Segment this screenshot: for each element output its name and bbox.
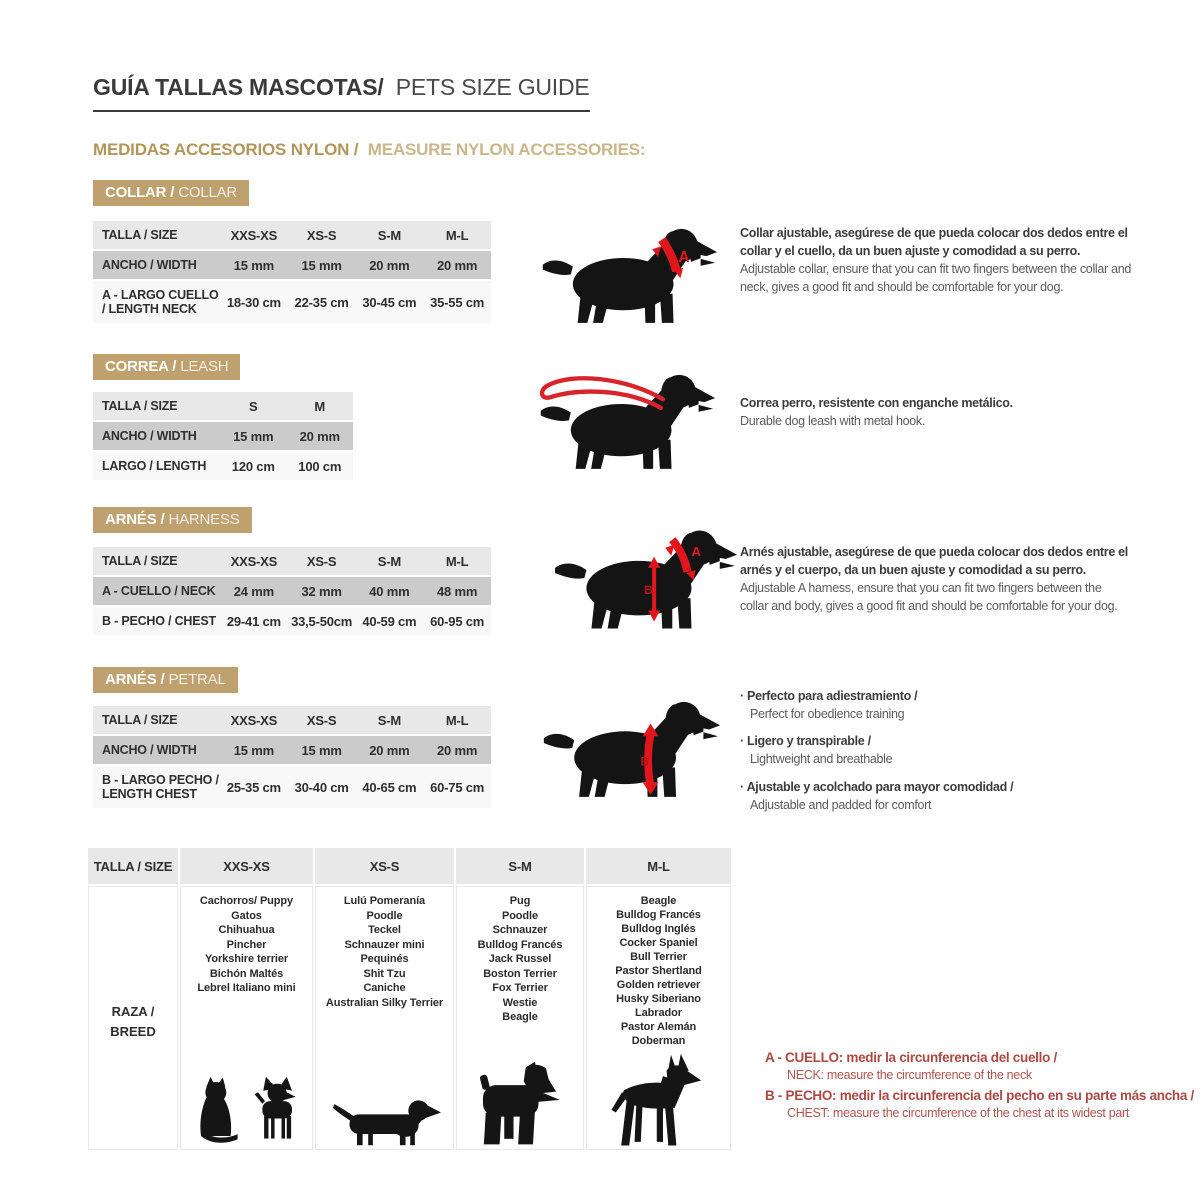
petral-chest-length-row: B - LARGO PECHO / LENGTH CHEST 25-35 cm 30-40 cm 40-65 cm 60-75 cm bbox=[93, 766, 491, 808]
breed-animals-xs-s bbox=[318, 1091, 451, 1149]
breed-animals-xxs-xs bbox=[183, 1075, 310, 1149]
note-a-es: A - CUELLO: medir la circunferencia del cuello / bbox=[765, 1050, 1057, 1065]
page-subtitle-en: MEASURE NYLON ACCESSORIES: bbox=[367, 140, 646, 159]
harness-size-table bbox=[93, 547, 491, 635]
breed-header-xs-s: XS-S bbox=[315, 848, 454, 884]
collar-badge-en: COLLAR bbox=[178, 184, 238, 201]
leash-description-en: Durable dog leash with metal hook. bbox=[740, 414, 926, 429]
dachshund-icon bbox=[329, 1091, 441, 1149]
petral-bullet-3: · Ajustable y acolchado para mayor comodidad / Adjustable and padded for comfort bbox=[740, 778, 1132, 814]
chihuahua-icon bbox=[250, 1075, 300, 1149]
petral-bullet-1: · Perfecto para adiestramiento / Perfect for obedience training bbox=[740, 687, 1132, 723]
harness-badge-es: ARNÉS / bbox=[105, 511, 165, 528]
harness-description bbox=[740, 543, 1132, 616]
petral-badge-en: PETRAL bbox=[168, 671, 226, 688]
leash-size-table bbox=[93, 392, 353, 480]
breed-table-body-row bbox=[88, 886, 731, 1150]
breed-row-label: RAZA / BREED bbox=[88, 886, 178, 1150]
harness-description-en: Adjustable A harness, ensure that you can fit two fingers between the collar and body, gives a good fit and should be comfortable for your dog. bbox=[740, 581, 1118, 614]
collar-description-es: Collar ajustable, asegúrese de que pueda colocar dos dedos entre el collar y el cuello, da un buen ajuste y comodidad a su perro. bbox=[740, 226, 1128, 259]
petral-table-header-row: TALLA / SIZE XXS-XS XS-S S-M M-L bbox=[93, 706, 491, 734]
breed-list-s-m: Pug Poodle Schnauzer Bulldog Francés Jack Russel Boston Terrier Fox Terrier Westie Beagle bbox=[477, 895, 563, 1023]
collar-size-table bbox=[93, 221, 491, 323]
note-a-en: NECK: measure the circumference of the neck bbox=[787, 1068, 1032, 1083]
collar-description-en: Adjustable collar, ensure that you can fit two fingers between the collar and neck, gives a good fit and should be comfortable for your dog. bbox=[740, 262, 1132, 295]
breed-list-xs-s: Lulú Pomeranía Poodle Teckel Schnauzer mini Pequinés Shit Tzu Caniche Australian Silky Terrier bbox=[325, 895, 444, 1009]
dog-petral-illustration bbox=[537, 689, 723, 802]
collar-mark-a-label: A bbox=[678, 248, 690, 266]
petral-width-row: ANCHO / WIDTH 15 mm 15 mm 20 mm 20 mm bbox=[93, 736, 491, 764]
petral-feature-list bbox=[740, 687, 1132, 823]
petral-section-badge bbox=[93, 667, 238, 693]
breed-animals-s-m bbox=[459, 1061, 581, 1149]
breed-cell-xxs-xs bbox=[180, 886, 313, 1150]
leash-table-header-row: TALLA / SIZE S M bbox=[93, 392, 353, 420]
collar-header-xxs-xs: XXS-XS bbox=[230, 227, 278, 243]
breed-cell-s-m bbox=[456, 886, 584, 1150]
note-b-es: B - PECHO: medir la circunferencia del pecho en su parte más ancha / bbox=[765, 1088, 1194, 1104]
collar-header-m-l: M-L bbox=[445, 227, 469, 243]
leash-description bbox=[740, 394, 1132, 430]
breed-header-xxs-xs: XXS-XS bbox=[180, 848, 313, 884]
page-title-es: GUÍA TALLAS MASCOTAS/ bbox=[93, 74, 384, 100]
harness-table-header-row: TALLA / SIZE XXS-XS XS-S S-M M-L bbox=[93, 547, 491, 575]
leash-width-row: ANCHO / WIDTH 15 mm 20 mm bbox=[93, 422, 353, 450]
cat-icon bbox=[194, 1075, 242, 1149]
harness-mark-a-label: A bbox=[691, 543, 701, 559]
collar-header-xs-s: XS-S bbox=[306, 227, 337, 243]
collar-header-s-m: S-M bbox=[377, 227, 401, 243]
page-title-en: PETS SIZE GUIDE bbox=[395, 74, 590, 100]
petral-mark-b-label: B bbox=[640, 755, 649, 769]
note-b-en: CHEST: measure the circumference of the chest at its widest part bbox=[787, 1106, 1130, 1121]
page-subtitle bbox=[93, 140, 645, 160]
petral-size-table bbox=[93, 706, 491, 808]
dog-leash-illustration bbox=[534, 362, 718, 474]
harness-badge-en: HARNESS bbox=[168, 511, 240, 528]
leash-length-row: LARGO / LENGTH 120 cm 100 cm bbox=[93, 452, 353, 480]
leash-badge-en: LEASH bbox=[180, 358, 229, 375]
dog-harness-illustration bbox=[548, 517, 740, 634]
measuring-notes bbox=[765, 1046, 1195, 1122]
dog-collar-illustration bbox=[536, 216, 720, 328]
harness-neck-row: A - CUELLO / NECK 24 mm 32 mm 40 mm 48 mm bbox=[93, 577, 491, 605]
collar-width-row: ANCHO / WIDTH 15 mm 15 mm 20 mm 20 mm bbox=[93, 251, 491, 279]
harness-section-badge bbox=[93, 507, 252, 533]
page-title bbox=[93, 74, 590, 112]
leash-section-badge bbox=[93, 354, 240, 380]
collar-badge-es: COLLAR / bbox=[105, 184, 175, 201]
petral-badge-es: ARNÉS / bbox=[105, 671, 165, 688]
page-subtitle-es: MEDIDAS ACCESORIOS NYLON / bbox=[93, 140, 359, 159]
leash-badge-es: CORREA / bbox=[105, 358, 177, 375]
leash-description-es: Correa perro, resistente con enganche metálico. bbox=[740, 396, 1013, 410]
breed-list-m-l: Beagle Bulldog Francés Bulldog Inglés Cocker Spaniel Bull Terrier Pastor Shertland Golden retriever Husky Siberiano Labrador Pastor Alemán Doberman bbox=[615, 895, 702, 1047]
breed-cell-xs-s bbox=[315, 886, 454, 1150]
breed-animals-m-l bbox=[589, 1053, 728, 1149]
collar-table-header-row bbox=[93, 221, 491, 249]
schnauzer-icon bbox=[473, 1061, 567, 1149]
petral-bullet-2: · Ligero y transpirable / Lightweight and breathable bbox=[740, 732, 1132, 768]
collar-header-size: TALLA / SIZE bbox=[102, 227, 178, 242]
collar-neck-length-row: A - LARGO CUELLO / LENGTH NECK 18-30 cm 22-35 cm 30-45 cm 35-55 cm bbox=[93, 281, 491, 323]
breed-size-table bbox=[88, 848, 731, 1150]
harness-chest-row: B - PECHO / CHEST 29-41 cm 33,5-50cm 40-59 cm 60-95 cm bbox=[93, 607, 491, 635]
breed-header-m-l: M-L bbox=[586, 848, 731, 884]
collar-description bbox=[740, 224, 1132, 297]
breed-list-xxs-xs: Cachorros/ Puppy Gatos Chihuahua Pincher Yorkshire terrier Bichón Maltés Lebrel Italiano mini bbox=[197, 895, 296, 994]
breed-header-size: TALLA / SIZE bbox=[88, 848, 178, 884]
breed-cell-m-l bbox=[586, 886, 731, 1150]
doberman-icon bbox=[605, 1053, 713, 1149]
breed-header-s-m: S-M bbox=[456, 848, 584, 884]
breed-table-header-row bbox=[88, 848, 731, 884]
harness-description-es: Arnés ajustable, asegúrese de que pueda colocar dos dedos entre el arnés y el cuerpo, da un buen ajuste y comodidad a su perro. bbox=[740, 545, 1128, 578]
collar-section-badge bbox=[93, 180, 249, 206]
harness-mark-b-label: B bbox=[644, 583, 653, 598]
